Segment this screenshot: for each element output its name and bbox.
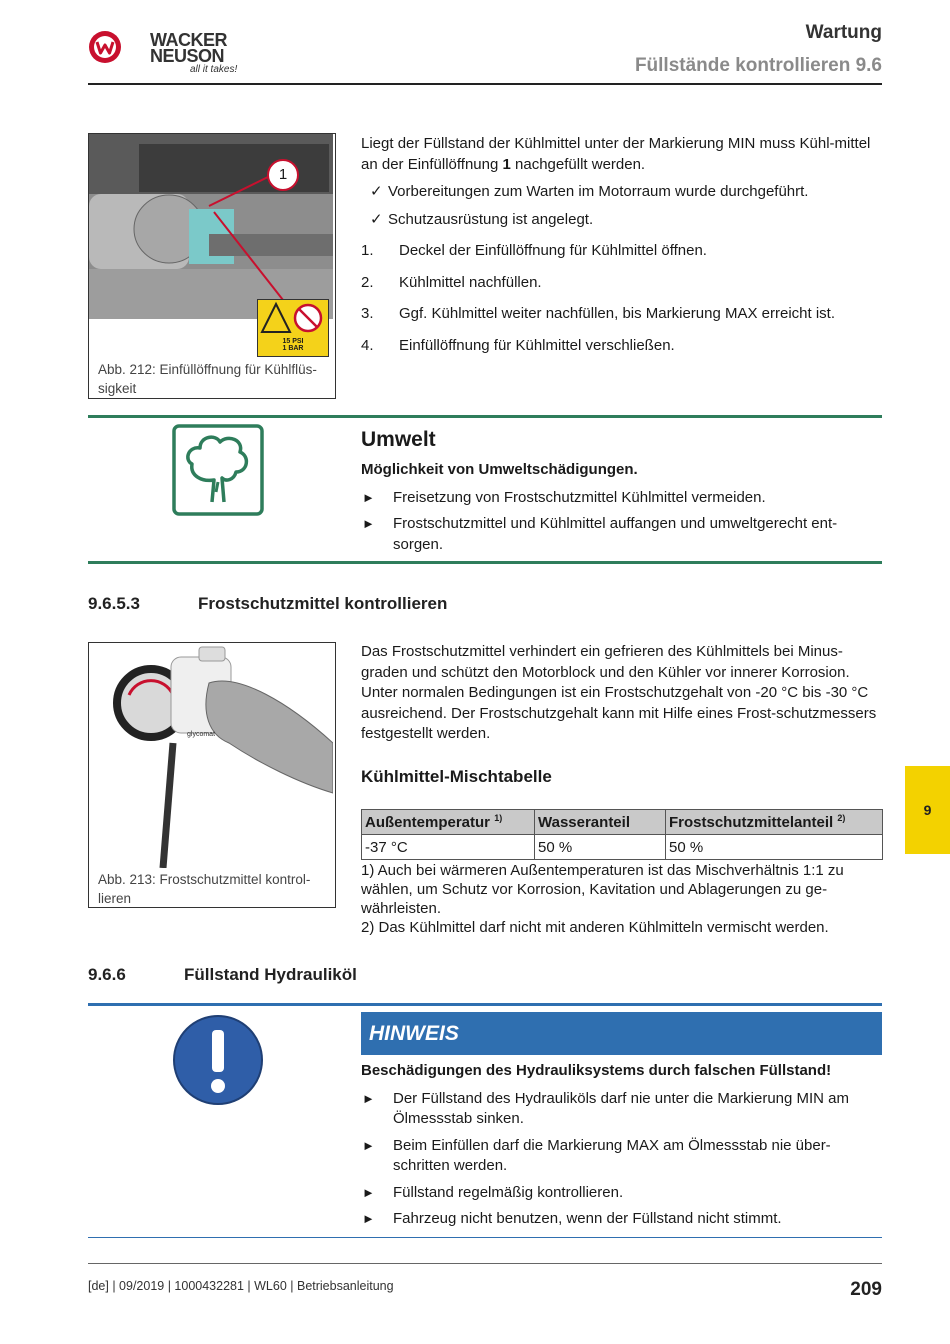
arrow-icon: ► — [362, 516, 375, 531]
list-item: ► Der Füllstand des Hydrauliköls darf nie unter die Markierung MIN am Ölmessstab sinken. — [362, 1089, 850, 1127]
table-header-cell: Außentemperatur $^{1)}$ — [362, 810, 535, 835]
list-item: ► Frostschutzmittel und Kühlmittel auffangen und umweltgerecht ent-sorgen. — [362, 515, 838, 553]
notice-body — [361, 1061, 883, 1236]
table-cell: 50 % — [535, 835, 666, 860]
list-item: ✓ Vorbereitungen zum Warten im Motorraum wurde durchgeführt. — [361, 182, 881, 203]
table-row — [362, 835, 883, 860]
environment-subtitle: Möglichkeit von Umweltschädigungen. — [361, 461, 638, 478]
coolant-intro: Liegt der Füllstand der Kühlmittel unter der Markierung MIN muss Kühl-mittel an der Einfüllöffnung 1 nachgefüllt werden. — [361, 135, 871, 173]
step-item: 1. Deckel der Einfüllöffnung für Kühlmittel öffnen. — [361, 242, 707, 259]
notice-title-bar: HINWEIS — [361, 1012, 882, 1055]
step-item: 3. Ggf. Kühlmittel weiter nachfüllen, bis Markierung MAX erreicht ist. — [361, 305, 836, 322]
list-item: ✓ Schutzausrüstung ist angelegt. — [361, 210, 881, 231]
sign-text-2: 1 BAR — [282, 345, 304, 352]
section-heading: Frostschutzmittel kontrollieren — [198, 594, 448, 613]
hot-coolant-warning-icon — [258, 300, 328, 338]
page-number: 209 — [850, 1279, 882, 1300]
list-item: ► Freisetzung von Frostschutzmittel Kühlmittel vermeiden. — [361, 488, 881, 509]
mix-table-title: Kühlmittel-Mischtabelle — [361, 767, 552, 786]
table-header-row — [362, 810, 883, 835]
brand-logo-text: WACKER NEUSON — [150, 30, 227, 66]
footnote-1: 1) Auch bei wärmeren Außentemperaturen ist das Mischverhältnis 1:1 zu wählen, um Schutz vor Korrosion, Kavitation und Ablagerungen zu ge-währleisten. — [361, 862, 844, 917]
environment-title: Umwelt — [361, 428, 436, 451]
arrow-icon: ► — [362, 1184, 375, 1200]
section-heading: Füllstand Hydrauliköl — [184, 965, 357, 984]
footer-divider — [88, 1263, 882, 1264]
arrow-icon: ► — [362, 1090, 375, 1106]
header-divider — [88, 83, 882, 85]
table-header-cell: Frostschutzmittelanteil $^{2)}$ — [666, 810, 883, 835]
table-footnotes — [361, 861, 885, 937]
tester-brand-label: glycomat — [187, 731, 216, 738]
environment-bottom-rule — [88, 561, 882, 564]
coolant-mix-table — [361, 809, 883, 860]
list-item: ► Beim Einfüllen darf die Markierung MAX am Ölmessstab nie über-schritten werden. — [362, 1136, 831, 1174]
step-list — [361, 241, 881, 356]
step-item: 4. Einfüllöffnung für Kühlmittel verschließen. — [361, 336, 675, 354]
precondition-list — [361, 182, 881, 230]
notice-list — [361, 1089, 883, 1230]
section-number: 9.6.6 — [88, 965, 126, 984]
footnote-2: 2) Das Kühlmittel darf nicht mit anderen Kühlmitteln vermischt werden. — [361, 919, 829, 936]
exclamation-icon — [172, 1014, 264, 1106]
figure-caption: Abb. 212: Einfüllöffnung für Kühlflüs-sigkeit — [98, 362, 317, 396]
environment-list — [361, 488, 881, 556]
antifreeze-tester-photo — [89, 643, 333, 868]
table-cell: -37 °C — [362, 835, 535, 860]
warning-sign — [257, 299, 329, 357]
notice-bottom-rule — [88, 1237, 882, 1238]
figure-caption: Abb. 213: Frostschutzmittel kontrol-lieren — [98, 872, 311, 906]
check-icon: ✓ — [370, 183, 383, 200]
step-item: 2. Kühlmittel nachfüllen. — [361, 273, 542, 291]
brand-tagline: all it takes! — [190, 64, 238, 75]
tree-icon — [172, 424, 264, 516]
environment-top-rule — [88, 415, 882, 418]
callout-ref: 1 — [502, 155, 511, 173]
callout-label: 1 — [278, 166, 288, 183]
coolant-filler-photo — [89, 134, 333, 319]
environment-notice — [361, 428, 881, 561]
check-icon: ✓ — [370, 210, 383, 228]
sign-text-1: 15 PSI — [282, 338, 304, 345]
figure-213 — [88, 642, 336, 908]
arrow-icon: ► — [362, 489, 375, 505]
arrow-icon: ► — [362, 1137, 375, 1153]
coolant-refill-block — [361, 134, 881, 367]
brand-logo-mark — [88, 30, 122, 64]
section-title: Füllstände kontrollieren 9.6 — [634, 55, 882, 76]
notice-subtitle: Beschädigungen des Hydrauliksystems durch falschen Füllstand! — [361, 1062, 832, 1079]
callout-badge-1 — [267, 159, 299, 191]
table-cell: 50 % — [666, 835, 883, 860]
notice-top-rule — [88, 1003, 882, 1006]
table-header-cell: Wasseranteil — [535, 810, 666, 835]
footer-document-info: [de] | 09/2019 | 1000432281 | WL60 | Betriebsanleitung — [88, 1279, 394, 1293]
section-number: 9.6.5.3 — [88, 594, 140, 613]
antifreeze-description: Das Frostschutzmittel verhindert ein gefrieren des Kühlmittels bei Minus-graden und schützt den Motorblock und den Kühler vor innerer Korrosion. Unter normalen Bedingungen ist ein Frostschutzgehalt von -20 °C bis -30 °C ausreichend. Der Frostschutzgehalt kann mit Hilfe eines Frost-schutzmessers festgestellt werden. — [361, 643, 877, 742]
chapter-tab: 9 — [905, 766, 950, 854]
list-item: ► Fahrzeug nicht benutzen, wenn der Füllstand nicht stimmt. — [361, 1209, 883, 1230]
chapter-title: Wartung — [805, 22, 882, 43]
arrow-icon: ► — [362, 1211, 375, 1226]
list-item: ► Füllstand regelmäßig kontrollieren. — [361, 1183, 883, 1204]
figure-212 — [88, 133, 336, 399]
